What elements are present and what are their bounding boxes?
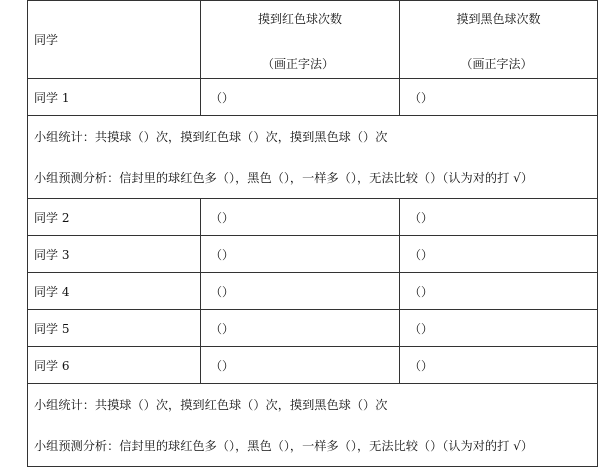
header-red-sub: （画正字法） <box>261 57 334 71</box>
student-name: 同学 1 <box>28 79 201 116</box>
black-count-blank[interactable]: （） <box>400 347 598 384</box>
red-count-blank[interactable]: （） <box>201 236 400 273</box>
header-black-sub: （画正字法） <box>460 57 533 71</box>
black-count-blank[interactable]: （） <box>400 273 598 310</box>
header-red-title: 摸到红色球次数 <box>257 12 342 26</box>
group-stats-text: 小组统计：共摸球（）次，摸到红色球（）次，摸到黑色球（）次 <box>34 398 388 412</box>
student-row <box>28 199 598 236</box>
group-prediction-text: 小组预测分析：信封里的球红色多（），黑色（），一样多（），无法比较（）（认为对的打 √） <box>34 439 534 453</box>
student-row <box>28 273 598 310</box>
group-summary-row <box>28 116 598 199</box>
student-row <box>28 310 598 347</box>
black-count-blank[interactable]: （） <box>400 236 598 273</box>
header-red <box>201 1 400 79</box>
red-count-blank[interactable]: （） <box>201 310 400 347</box>
group-summary-row <box>28 384 598 467</box>
header-student: 同学 <box>28 1 201 79</box>
group-summary-cell <box>28 116 598 199</box>
red-count-blank[interactable]: （） <box>201 199 400 236</box>
header-row <box>28 1 598 79</box>
student-name: 同学 4 <box>28 273 201 310</box>
student-row <box>28 79 598 116</box>
student-name: 同学 6 <box>28 347 201 384</box>
black-count-blank[interactable]: （） <box>400 310 598 347</box>
student-row <box>28 236 598 273</box>
student-name: 同学 3 <box>28 236 201 273</box>
group-stats-text: 小组统计：共摸球（）次，摸到红色球（）次，摸到黑色球（）次 <box>34 130 388 144</box>
ball-drawing-record-table <box>27 0 598 467</box>
red-count-blank[interactable]: （） <box>201 79 400 116</box>
group-prediction-text: 小组预测分析：信封里的球红色多（），黑色（），一样多（），无法比较（）（认为对的打 √） <box>34 171 534 185</box>
student-name: 同学 2 <box>28 199 201 236</box>
header-black <box>400 1 598 79</box>
black-count-blank[interactable]: （） <box>400 79 598 116</box>
group-summary-cell <box>28 384 598 467</box>
red-count-blank[interactable]: （） <box>201 273 400 310</box>
student-name: 同学 5 <box>28 310 201 347</box>
student-row <box>28 347 598 384</box>
header-black-title: 摸到黑色球次数 <box>456 12 541 26</box>
black-count-blank[interactable]: （） <box>400 199 598 236</box>
red-count-blank[interactable]: （） <box>201 347 400 384</box>
